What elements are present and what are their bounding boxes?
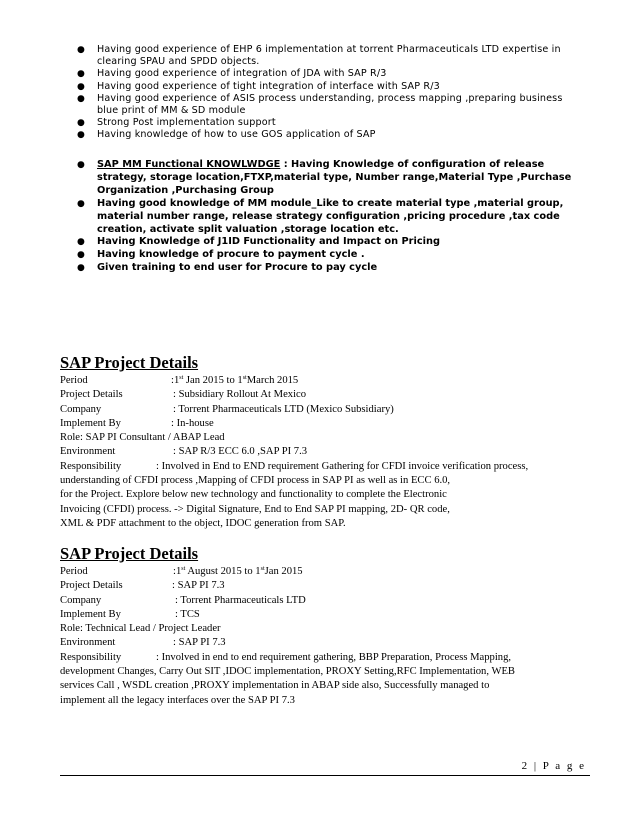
list-item: ● Having Knowledge of J1ID Functionality and Impact on Pricing bbox=[77, 236, 440, 248]
responsibility-line: XML & PDF attachment to the object, IDOC generation from SAP. bbox=[60, 517, 346, 529]
knowledge-bullet-list bbox=[0, 159, 638, 275]
environment-row bbox=[60, 636, 600, 650]
list-item: ● Having good experience of integration of JDA with SAP R/3 bbox=[77, 68, 387, 80]
company-label: Company bbox=[60, 403, 102, 415]
project-details-label: Project Details bbox=[60, 580, 123, 592]
list-item: ● Having knowledge of how to use GOS application of SAP bbox=[77, 129, 376, 141]
period-label: Period bbox=[60, 566, 88, 577]
responsibility-row bbox=[60, 651, 600, 665]
section-heading: SAP Project Details bbox=[60, 544, 199, 563]
responsibility-line: implement all the legacy interfaces over the SAP PI 7.3 bbox=[60, 694, 295, 706]
period-row bbox=[60, 374, 600, 388]
implement-label: Implement By bbox=[60, 417, 121, 429]
company-row bbox=[60, 594, 600, 608]
environment-label: Environment bbox=[60, 446, 116, 458]
period-row bbox=[60, 565, 600, 579]
project-details-value: : SAP PI 7.3 bbox=[172, 580, 225, 592]
period-label: Period bbox=[60, 375, 88, 386]
responsibility-line: understanding of CFDI process ,Mapping of CFDI process in SAP PI as well as in ECC 6.0, bbox=[60, 475, 451, 487]
implement-label: Implement By bbox=[60, 608, 121, 620]
project-details-row bbox=[60, 579, 600, 593]
project-details-label: Project Details bbox=[60, 389, 123, 401]
responsibility-line: services Call , WSDL creation ,PROXY implementation in ABAP side also, Successfully managed to bbox=[60, 680, 490, 692]
bullet-icon: ● bbox=[77, 45, 86, 55]
company-label: Company bbox=[60, 594, 102, 606]
project-details-value: : Subsidiary Rollout At Mexico bbox=[173, 389, 307, 401]
bullet-icon: ● bbox=[77, 160, 85, 170]
responsibility-first-line: : Involved in End to END requirement Gathering for CFDI invoice verification process, bbox=[156, 460, 529, 472]
list-item: ● Having knowledge of procure to payment cycle . bbox=[77, 249, 365, 261]
role-text: Role: Technical Lead / Project Leader bbox=[60, 623, 221, 635]
responsibility-first-line: : Involved in end to end requirement gathering, BBP Preparation, Process Mapping, bbox=[156, 651, 512, 663]
bullet-icon: ● bbox=[77, 130, 86, 141]
company-value: : Torrent Pharmaceuticals LTD (Mexico Subsidiary) bbox=[173, 403, 394, 415]
responsibility-line: development Changes, Carry Out SIT ,IDOC implementation, PROXY Setting,RFC Implementation, WEB bbox=[60, 666, 515, 678]
responsibility-line: Invoicing (CFDI) process. -> Digital Signature, End to End SAP PI mapping, 2D- QR code, bbox=[60, 503, 450, 515]
environment-row bbox=[60, 445, 600, 459]
bullet-icon: ● bbox=[77, 250, 85, 261]
bullet-icon: ● bbox=[77, 263, 85, 274]
footer-divider bbox=[60, 775, 590, 776]
period-value: :1st August 2015 to 1stJan 2015 bbox=[173, 566, 303, 577]
page-number: 2 | P a g e bbox=[521, 760, 586, 772]
environment-label: Environment bbox=[60, 637, 116, 649]
role-row bbox=[60, 431, 600, 445]
responsibility-label: Responsibility bbox=[60, 460, 122, 472]
bullet-icon: ● bbox=[77, 81, 86, 92]
bullet-icon: ● bbox=[77, 237, 85, 248]
role-text: Role: SAP PI Consultant / ABAP Lead bbox=[60, 432, 225, 444]
list-item: ● Strong Post implementation support bbox=[77, 117, 276, 129]
role-row bbox=[60, 622, 600, 636]
project-details-section-1 bbox=[60, 353, 600, 531]
bullet-icon: ● bbox=[77, 118, 86, 129]
responsibility-line: for the Project. Explore below new technology and functionality to complete the Electronic bbox=[60, 489, 447, 501]
bullet-icon: ● bbox=[77, 198, 85, 209]
environment-value: : SAP R/3 ECC 6.0 ,SAP PI 7.3 bbox=[173, 446, 308, 458]
company-row bbox=[60, 403, 600, 417]
responsibility-label: Responsibility bbox=[60, 651, 122, 663]
list-item: ● Having good experience of ASIS process understanding, process mapping ,preparing business blue print of MM & SD module bbox=[77, 92, 563, 117]
environment-value: : SAP PI 7.3 bbox=[173, 637, 226, 649]
bullet-icon: ● bbox=[77, 69, 86, 80]
implement-row bbox=[60, 608, 600, 622]
project-details-section-2 bbox=[60, 544, 600, 708]
implement-row bbox=[60, 417, 600, 431]
list-item: ● Having good experience of tight integration of interface with SAP R/3 bbox=[77, 80, 440, 92]
implement-value: : TCS bbox=[175, 608, 200, 620]
company-value: : Torrent Pharmaceuticals LTD bbox=[175, 594, 306, 606]
project-details-row bbox=[60, 388, 600, 402]
list-item: ● Having good knowledge of MM module_Like to create material type ,material group, material number range, release strategy configuration ,pricing procedure ,tax code creation, activate split valuation ,storage location etc. bbox=[77, 197, 564, 235]
implement-value: : In-house bbox=[171, 417, 214, 429]
responsibility-row bbox=[60, 460, 600, 474]
bullet-icon: ● bbox=[77, 93, 86, 104]
experience-bullet-list bbox=[0, 44, 638, 142]
list-item: ● Given training to end user for Procure to pay cycle bbox=[77, 262, 378, 274]
list-item: ● Having good experience of EHP 6 implementation at torrent Pharmaceuticals LTD expertise in clearing SPAU and SPDD objects. bbox=[77, 44, 561, 68]
section-heading: SAP Project Details bbox=[60, 353, 199, 372]
list-item: ● SAP MM Functional KNOWLWDGE : Having Knowledge of configuration of release strategy, storage location,FTXP,material type, Number range,Material Type ,Purchase Organization ,Purchasing Group bbox=[77, 159, 572, 196]
period-value: :1st Jan 2015 to 1stMarch 2015 bbox=[171, 375, 299, 386]
